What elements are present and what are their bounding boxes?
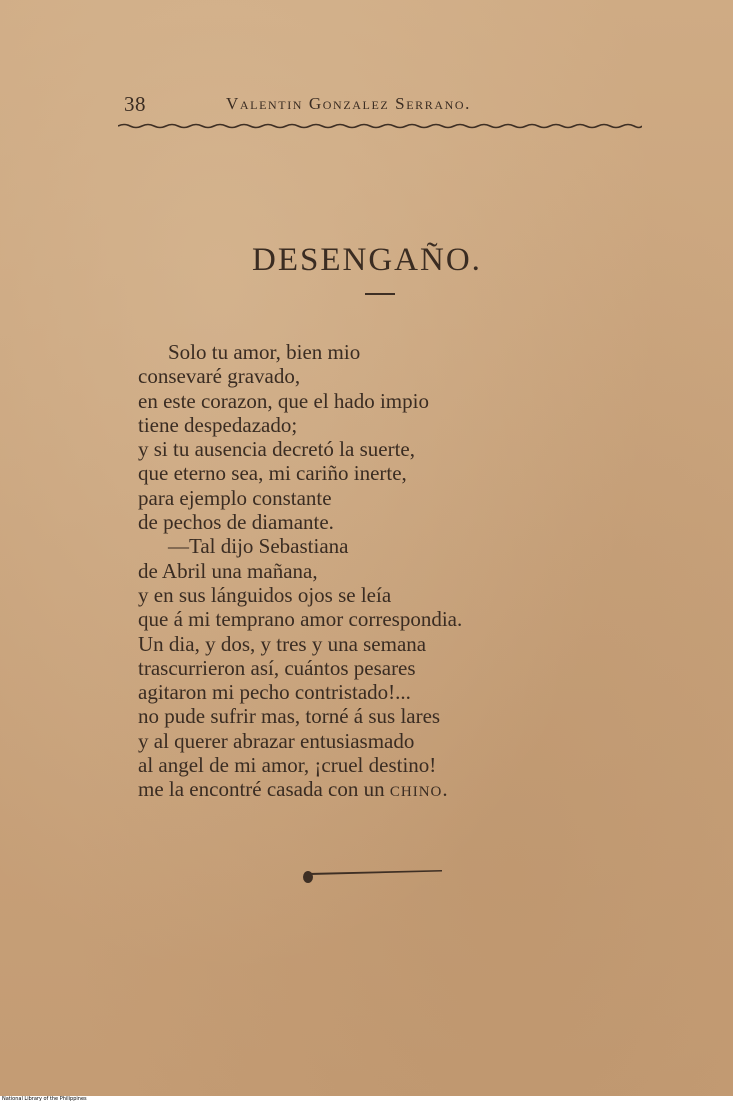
poem-line: consevaré gravado,	[138, 364, 301, 389]
poem-line: y si tu ausencia decretó la suerte,	[138, 437, 415, 462]
footer-credit: National Library of the Philippines	[0, 1096, 733, 1103]
poem-line: tiene despedazado;	[138, 412, 298, 437]
poem-line: en este corazon, que el hado impio	[138, 388, 429, 413]
poem-line: al angel de mi amor, ¡cruel destino!	[138, 753, 437, 778]
poem-line: que á mi temprano amor correspondia.	[138, 607, 463, 632]
running-head: Valentin Gonzalez Serrano.	[226, 94, 471, 113]
poem-last-word: chino.	[389, 777, 449, 802]
poem-line-text: me la encontré casada con un	[138, 777, 385, 802]
poem-line: agitaron mi pecho contristado!...	[138, 680, 411, 705]
header-rule	[118, 122, 642, 130]
poem-line: y en sus lánguidos ojos se leía	[138, 582, 392, 607]
poem-line: de Abril una mañana,	[138, 558, 318, 583]
poem-line: Un dia, y dos, y tres y una semana	[138, 631, 427, 656]
poem-line: —Tal dijo Sebastiana	[168, 534, 349, 559]
poem-line: que eterno sea, mi cariño inerte,	[138, 461, 407, 486]
poem-line: Solo tu amor, bien mio	[168, 340, 361, 364]
end-ornament	[300, 862, 442, 888]
title-rule	[365, 293, 395, 295]
poem-line: de pechos de diamante.	[138, 510, 334, 535]
poem-line: para ejemplo constante	[138, 485, 332, 510]
poem-line: no pude sufrir mas, torné á sus lares	[138, 704, 441, 729]
poem-line-last	[138, 777, 608, 801]
page-number: 38	[124, 92, 146, 116]
poem-body	[138, 340, 608, 802]
poem-title: DESENGAÑO.	[252, 242, 482, 278]
poem-line: y al querer abrazar entusiasmado	[138, 728, 415, 753]
poem-line: trascurrieron así, cuántos pesares	[138, 655, 416, 680]
